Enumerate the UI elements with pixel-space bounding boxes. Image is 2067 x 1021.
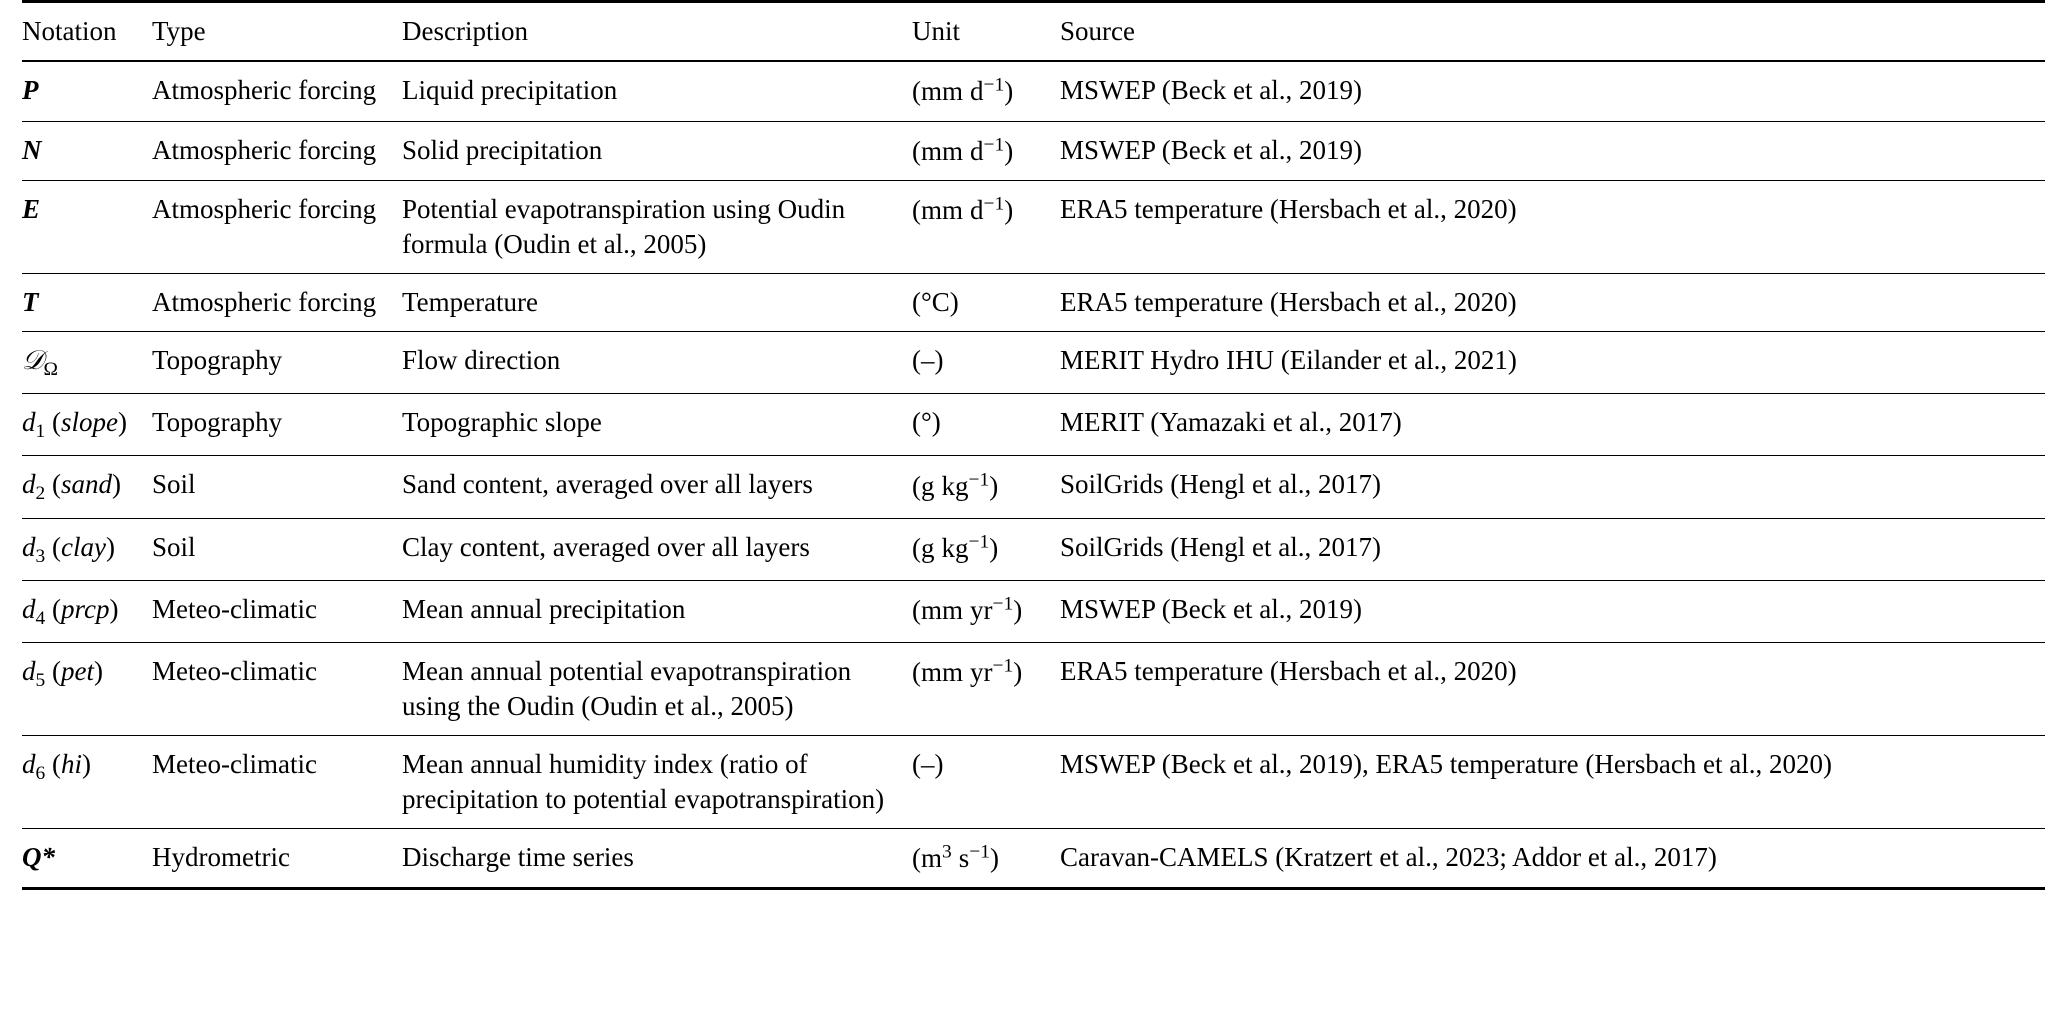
cell-source: ERA5 temperature (Hersbach et al., 2020) bbox=[1060, 642, 2045, 735]
table-row bbox=[22, 518, 2045, 580]
cell-unit: (g $kg^{-1}$) bbox=[912, 456, 1060, 518]
cell-notation: N bbox=[22, 121, 152, 180]
cell-description: Discharge time series bbox=[402, 829, 912, 889]
cell-description: Topographic slope bbox=[402, 394, 912, 456]
column-header-type: Type bbox=[152, 2, 402, 62]
cell-unit: (mm $d^{-1}$) bbox=[912, 121, 1060, 180]
cell-description: Mean annual humidity index (ratio of precipitation to potential evapotranspiration) bbox=[402, 735, 912, 828]
cell-unit: (mm $yr^{-1}$) bbox=[912, 580, 1060, 642]
column-header-notation: Notation bbox=[22, 2, 152, 62]
cell-type: Soil bbox=[152, 456, 402, 518]
table-header bbox=[22, 2, 2045, 62]
table-row bbox=[22, 332, 2045, 394]
cell-type: Meteo-climatic bbox=[152, 642, 402, 735]
cell-notation: $d_4$ (prcp) bbox=[22, 580, 152, 642]
table-row bbox=[22, 180, 2045, 273]
cell-source: MSWEP (Beck et al., 2019) bbox=[1060, 121, 2045, 180]
column-header-source: Source bbox=[1060, 2, 2045, 62]
cell-description: Solid precipitation bbox=[402, 121, 912, 180]
cell-unit: (mm $yr^{-1}$) bbox=[912, 642, 1060, 735]
cell-unit: (mm $d^{-1}$) bbox=[912, 180, 1060, 273]
cell-unit: (–) bbox=[912, 735, 1060, 828]
cell-unit: (°C) bbox=[912, 274, 1060, 332]
cell-source: MSWEP (Beck et al., 2019) bbox=[1060, 580, 2045, 642]
cell-source: MERIT Hydro IHU (Eilander et al., 2021) bbox=[1060, 332, 2045, 394]
cell-source: MERIT (Yamazaki et al., 2017) bbox=[1060, 394, 2045, 456]
table-row bbox=[22, 580, 2045, 642]
table-row bbox=[22, 735, 2045, 828]
cell-unit: (mm $d^{-1}$) bbox=[912, 61, 1060, 121]
cell-source: ERA5 temperature (Hersbach et al., 2020) bbox=[1060, 180, 2045, 273]
cell-notation: Q* bbox=[22, 829, 152, 889]
cell-type: Atmospheric forcing bbox=[152, 121, 402, 180]
cell-source: MSWEP (Beck et al., 2019) bbox=[1060, 61, 2045, 121]
cell-notation: $d_3$ (clay) bbox=[22, 518, 152, 580]
notation-table bbox=[22, 0, 2045, 890]
column-header-unit: Unit bbox=[912, 2, 1060, 62]
cell-notation: P bbox=[22, 61, 152, 121]
cell-type: Atmospheric forcing bbox=[152, 274, 402, 332]
column-header-description: Description bbox=[402, 2, 912, 62]
table-row bbox=[22, 456, 2045, 518]
cell-description: Sand content, averaged over all layers bbox=[402, 456, 912, 518]
cell-type: Soil bbox=[152, 518, 402, 580]
table-row bbox=[22, 394, 2045, 456]
cell-description: Liquid precipitation bbox=[402, 61, 912, 121]
table-header-row bbox=[22, 2, 2045, 62]
table-row bbox=[22, 829, 2045, 889]
cell-notation: 𝒟$_\Omega$ bbox=[22, 332, 152, 394]
cell-source: SoilGrids (Hengl et al., 2017) bbox=[1060, 456, 2045, 518]
cell-unit: (g $kg^{-1}$) bbox=[912, 518, 1060, 580]
table-row bbox=[22, 642, 2045, 735]
cell-description: Mean annual potential evapotranspiration using the Oudin (Oudin et al., 2005) bbox=[402, 642, 912, 735]
cell-unit: (–) bbox=[912, 332, 1060, 394]
cell-notation: $d_2$ (sand) bbox=[22, 456, 152, 518]
cell-description: Mean annual precipitation bbox=[402, 580, 912, 642]
cell-description: Temperature bbox=[402, 274, 912, 332]
cell-source: SoilGrids (Hengl et al., 2017) bbox=[1060, 518, 2045, 580]
cell-description: Flow direction bbox=[402, 332, 912, 394]
cell-notation: $d_1$ (slope) bbox=[22, 394, 152, 456]
cell-type: Atmospheric forcing bbox=[152, 180, 402, 273]
cell-description: Clay content, averaged over all layers bbox=[402, 518, 912, 580]
cell-notation: E bbox=[22, 180, 152, 273]
cell-unit: (°) bbox=[912, 394, 1060, 456]
cell-type: Atmospheric forcing bbox=[152, 61, 402, 121]
table-body bbox=[22, 61, 2045, 889]
cell-type: Topography bbox=[152, 332, 402, 394]
cell-description: Potential evapotranspiration using Oudin formula (Oudin et al., 2005) bbox=[402, 180, 912, 273]
cell-notation: $d_6$ (hi) bbox=[22, 735, 152, 828]
cell-notation: T bbox=[22, 274, 152, 332]
cell-source: ERA5 temperature (Hersbach et al., 2020) bbox=[1060, 274, 2045, 332]
table-row bbox=[22, 121, 2045, 180]
cell-source: Caravan-CAMELS (Kratzert et al., 2023; Addor et al., 2017) bbox=[1060, 829, 2045, 889]
cell-source: MSWEP (Beck et al., 2019), ERA5 temperature (Hersbach et al., 2020) bbox=[1060, 735, 2045, 828]
cell-unit: ($m^3$ $s^{-1}$) bbox=[912, 829, 1060, 889]
cell-type: Meteo-climatic bbox=[152, 735, 402, 828]
cell-type: Meteo-climatic bbox=[152, 580, 402, 642]
cell-type: Hydrometric bbox=[152, 829, 402, 889]
cell-type: Topography bbox=[152, 394, 402, 456]
cell-notation: $d_5$ (pet) bbox=[22, 642, 152, 735]
table-row bbox=[22, 274, 2045, 332]
table-row bbox=[22, 61, 2045, 121]
